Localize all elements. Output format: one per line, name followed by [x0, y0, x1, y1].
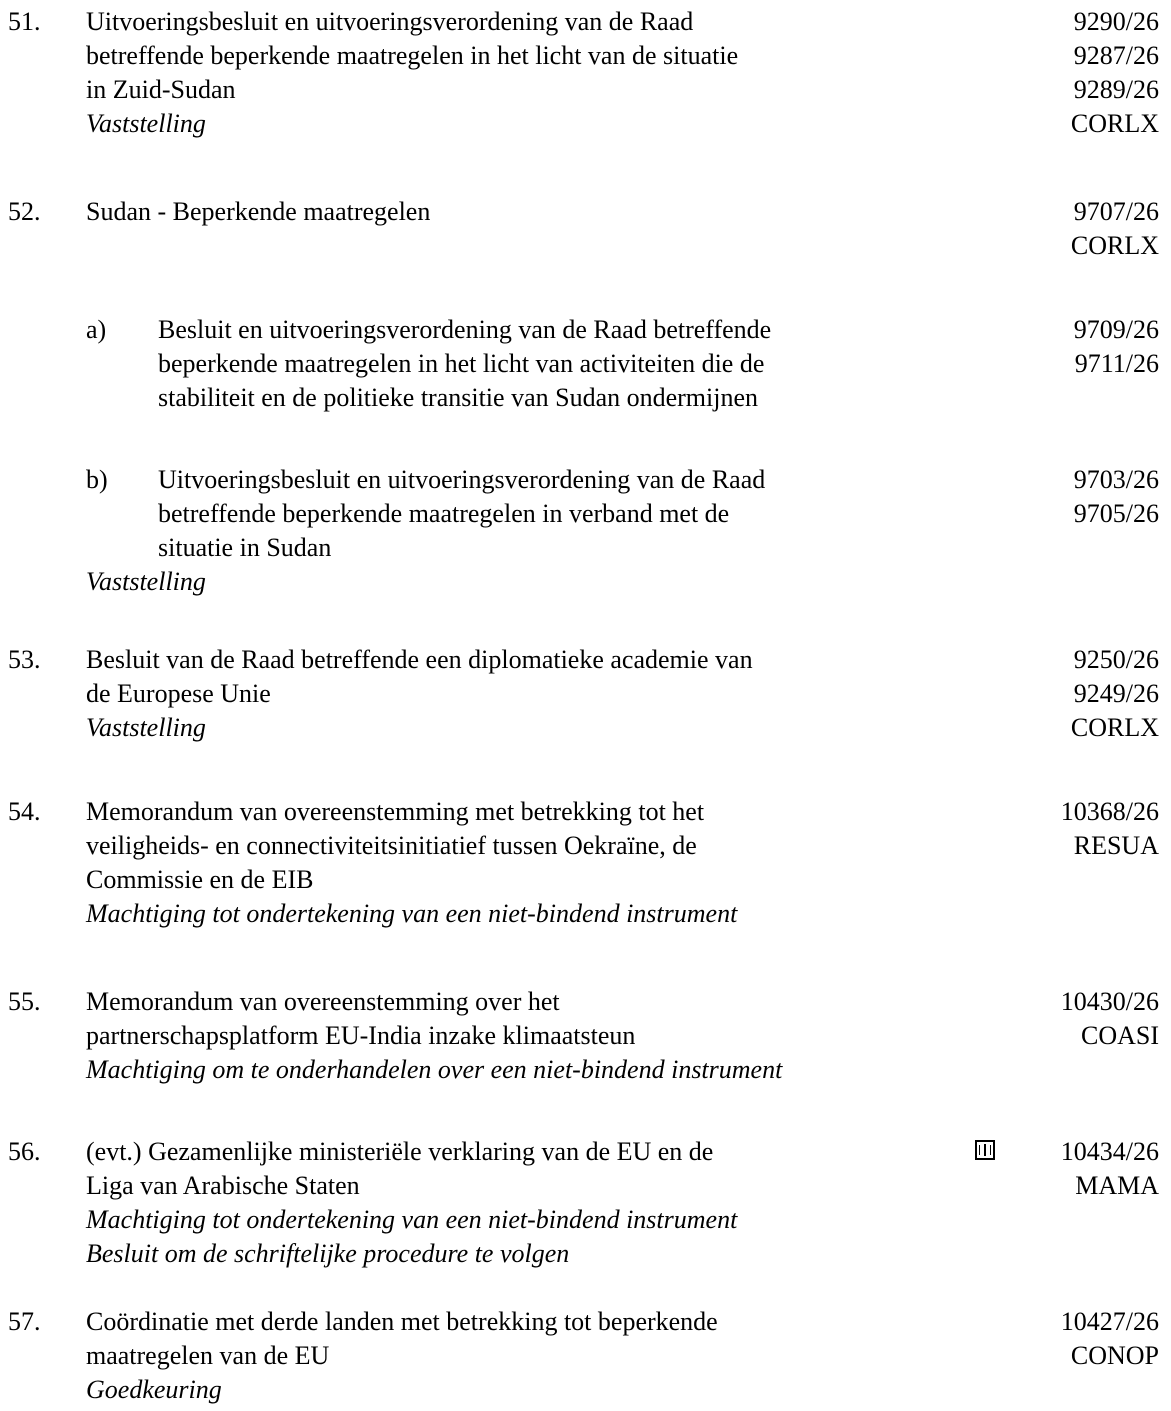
- item-line: stabiliteit en de politieke transitie van Sudan ondermijnen: [158, 383, 759, 412]
- document-code: 9249/26: [1073, 679, 1159, 708]
- item-line: veiligheids- en connectiviteitsinitiatief tussen Oekraïne, de: [86, 831, 697, 860]
- item-action: Vaststelling: [86, 713, 206, 742]
- item-line: Memorandum van overeenstemming over het: [86, 987, 560, 1016]
- item-line: Uitvoeringsbesluit en uitvoeringsverordening van de Raad: [158, 465, 766, 494]
- document-code: COASI: [1080, 1021, 1159, 1050]
- item-line: maatregelen van de EU: [86, 1341, 330, 1370]
- document-code: 9287/26: [1073, 41, 1159, 70]
- subitem-text: [158, 463, 918, 565]
- document-code: 9703/26: [1073, 465, 1159, 494]
- item-line: Memorandum van overeenstemming met betrekking tot het: [86, 797, 705, 826]
- item-line: Coördinatie met derde landen met betrekking tot beperkende: [86, 1307, 718, 1336]
- document-codes: [1074, 463, 1159, 531]
- document-code: CORLX: [1070, 231, 1159, 260]
- item-line: Commissie en de EIB: [86, 865, 314, 894]
- item-line: Sudan - Beperkende maatregelen: [86, 197, 431, 226]
- document-code: 9707/26: [1073, 197, 1159, 226]
- item-number: 57.: [8, 1307, 41, 1336]
- document-codes: [1071, 195, 1159, 263]
- document-code: 10368/26: [1060, 797, 1159, 826]
- document-code: 9290/26: [1073, 7, 1159, 36]
- document-code: 10427/26: [1060, 1307, 1159, 1336]
- item-line: de Europese Unie: [86, 679, 271, 708]
- item-action: Machtiging tot ondertekening van een niet-bindend instrument: [86, 1205, 738, 1234]
- document-code: 9709/26: [1073, 315, 1159, 344]
- item-line: situatie in Sudan: [158, 533, 332, 562]
- item-line: betreffende beperkende maatregelen in verband met de: [158, 499, 730, 528]
- item-text: [86, 1305, 966, 1407]
- item-line: betreffende beperkende maatregelen in het licht van de situatie: [86, 41, 739, 70]
- item-text: [86, 5, 966, 141]
- item-line: Uitvoeringsbesluit en uitvoeringsverordening van de Raad: [86, 7, 694, 36]
- document-code: 9711/26: [1074, 349, 1159, 378]
- item-line: partnerschapsplatform EU-India inzake klimaatsteun: [86, 1021, 636, 1050]
- item-number: 56.: [8, 1137, 41, 1166]
- item-line: beperkende maatregelen in het licht van activiteiten die de: [158, 349, 765, 378]
- item-number: 54.: [8, 797, 41, 826]
- item-line: Besluit en uitvoeringsverordening van de Raad betreffende: [158, 315, 772, 344]
- document-code: 10430/26: [1060, 987, 1159, 1016]
- document-code: 10434/26: [1060, 1137, 1159, 1166]
- document-codes: [1061, 1135, 1159, 1203]
- item-number: 55.: [8, 987, 41, 1016]
- item-line: (evt.) Gezamenlijke ministeriële verklaring van de EU en de: [86, 1137, 714, 1166]
- document-codes: [1061, 1305, 1159, 1373]
- document-code: CORLX: [1070, 713, 1159, 742]
- document-codes: [1074, 313, 1159, 381]
- item-text: [86, 1135, 966, 1271]
- document-code: RESUA: [1073, 831, 1159, 860]
- document-code: CORLX: [1070, 109, 1159, 138]
- item-action: Vaststelling: [86, 567, 206, 596]
- subitem-letter: b): [86, 465, 108, 494]
- item-action: Machtiging tot ondertekening van een niet-bindend instrument: [86, 899, 738, 928]
- item-number: 53.: [8, 645, 41, 674]
- item-action: Vaststelling: [86, 109, 206, 138]
- item-line: Liga van Arabische Staten: [86, 1171, 360, 1200]
- item-line: Besluit van de Raad betreffende een diplomatieke academie van: [86, 645, 753, 674]
- item-line: in Zuid-Sudan: [86, 75, 236, 104]
- subitem-letter: a): [86, 315, 107, 344]
- document-code: 9250/26: [1073, 645, 1159, 674]
- item-number: 52.: [8, 197, 41, 226]
- document-codes: [1061, 985, 1159, 1053]
- book-icon: [975, 1140, 995, 1160]
- document-code: CONOP: [1070, 1341, 1159, 1370]
- document-codes: [1071, 643, 1159, 745]
- item-action: Machtiging om te onderhandelen over een niet-bindend instrument: [86, 1055, 783, 1084]
- item-text: [86, 195, 966, 229]
- document-codes: [1071, 5, 1159, 141]
- document-code: 9705/26: [1073, 499, 1159, 528]
- item-text: [86, 795, 966, 931]
- item-action-secondary: Besluit om de schriftelijke procedure te volgen: [86, 1239, 570, 1268]
- document-code: MAMA: [1075, 1171, 1159, 1200]
- document-codes: [1061, 795, 1159, 863]
- item-text: [86, 985, 966, 1087]
- item-text: [86, 643, 966, 745]
- subitem-text: [158, 313, 918, 415]
- item-action: Goedkeuring: [86, 1375, 222, 1404]
- item-number: 51.: [8, 7, 41, 36]
- document-code: 9289/26: [1073, 75, 1159, 104]
